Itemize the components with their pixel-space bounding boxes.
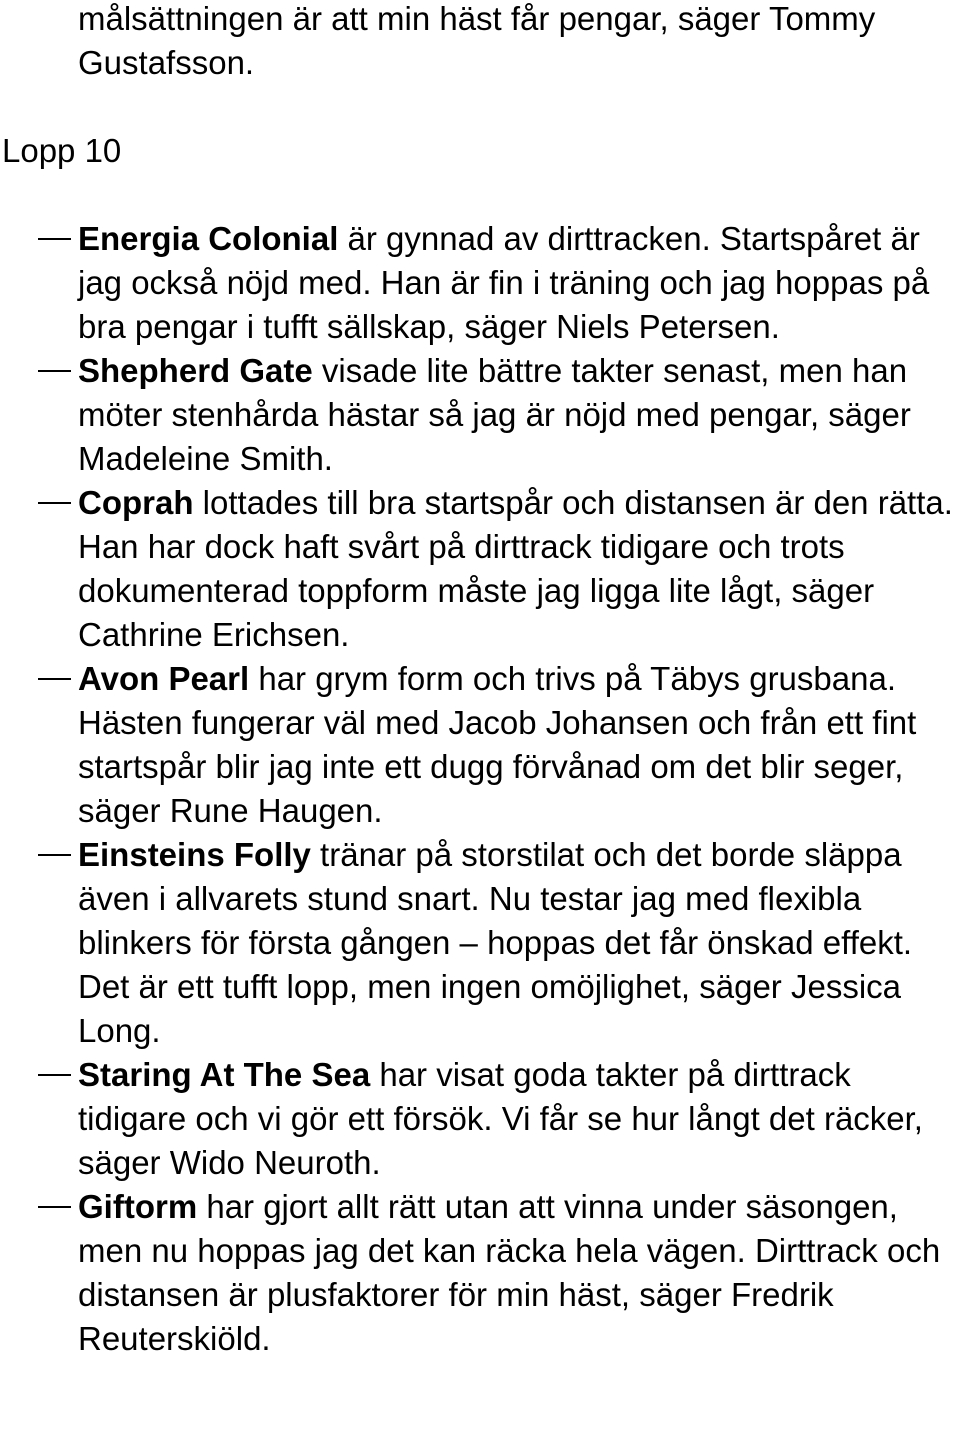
list-item xyxy=(0,657,960,833)
comment-text: tränar på storstilat och det borde släppa även i allvarets stund snart. Nu testar jag med flexibla blinkers för första gången – hoppas det får önskad effekt. Det är ett tufft lopp, men ingen omöjlighet, säger Jessica Long. xyxy=(78,836,913,1049)
list-item xyxy=(0,1185,960,1361)
horse-name: Coprah xyxy=(78,484,194,521)
dash-bullet-icon xyxy=(38,1074,71,1076)
list-item xyxy=(0,1053,960,1185)
comment-text: är gynnad av dirttracken. Startspåret är jag också nöjd med. Han är fin i träning och jag hoppas på bra pengar i tufft sällskap, säger Niels Petersen. xyxy=(78,220,930,345)
dash-bullet-icon xyxy=(38,238,71,240)
dash-bullet-icon xyxy=(38,370,71,372)
dash-bullet-icon xyxy=(38,502,71,504)
list-item xyxy=(0,349,960,481)
dash-bullet-icon xyxy=(38,678,71,680)
comment-text: har visat goda takter på dirttrack tidigare och vi gör ett försök. Vi får se hur långt det räcker, säger Wido Neuroth. xyxy=(78,1056,923,1181)
horse-name: Einsteins Folly xyxy=(78,836,311,873)
horse-name: Avon Pearl xyxy=(78,660,250,697)
dash-bullet-icon xyxy=(38,854,71,856)
horse-name: Energia Colonial xyxy=(78,220,339,257)
list-item xyxy=(0,833,960,1053)
comment-text: lottades till bra startspår och distansen är den rätta. Han har dock haft svårt på dirttrack tidigare och trots dokumenterad toppform måste jag ligga lite lågt, säger Cathrine Erichsen. xyxy=(78,484,953,653)
horse-name: Shepherd Gate xyxy=(78,352,313,389)
horse-name: Staring At The Sea xyxy=(78,1056,371,1093)
intro-paragraph: målsättningen är att min häst får pengar, säger Tommy Gustafsson. xyxy=(78,0,876,81)
horse-comment-list xyxy=(0,217,960,1361)
comment-text: har gjort allt rätt utan att vinna under säsongen, men nu hoppas jag det kan räcka hela vägen. Dirttrack och distansen är plusfaktorer för min häst, säger Fredrik Reuterskiöld. xyxy=(78,1188,941,1357)
list-item xyxy=(0,481,960,657)
comment-text: visade lite bättre takter senast, men han möter stenhårda hästar så jag är nöjd med pengar, säger Madeleine Smith. xyxy=(78,352,911,477)
dash-bullet-icon xyxy=(38,1206,71,1208)
horse-name: Giftorm xyxy=(78,1188,198,1225)
list-item xyxy=(0,217,960,349)
comment-text: har grym form och trivs på Täbys grusbana. Hästen fungerar väl med Jacob Johansen och från ett fint startspår blir jag inte ett dugg förvånad om det blir seger, säger Rune Haugen. xyxy=(78,660,917,829)
race-heading: Lopp 10 xyxy=(2,132,122,169)
